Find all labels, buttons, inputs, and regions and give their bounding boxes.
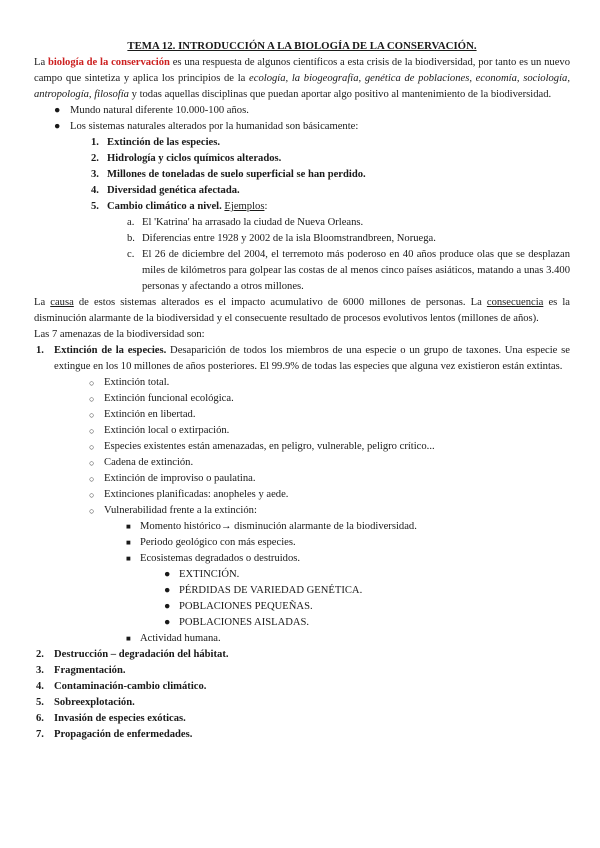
intro-paragraph: La biología de la conservación es una respuesta de algunos científicos a esta crisis de la biodiversidad, por tanto es un nuevo campo que sintetiza y aplica los principios de la ecología, la biogeografía, genética de poblaciones, economía, sociología, antropología, filosofía y todas aquellas disciplinas que puedan aportar algo positivo al mantenimiento de la biodiversidad. bbox=[34, 57, 570, 100]
cause-paragraph: La causa de estos sistemas alterados es el impacto acumulativo de 6000 millones de personas. La consecuencia es la disminución alarmante de la biodiversidad y el consecuente resultado de procesos evolutivos lentos (millones de años). bbox=[34, 297, 570, 324]
bullet-dot-icon: ● bbox=[54, 121, 61, 132]
threat-item: 7. Propagación de enfermedades. bbox=[36, 729, 193, 740]
bullet-item: ● Los sistemas naturales alterados por la humanidad son básicamente: bbox=[34, 119, 570, 135]
vulnerability-item: ■ Momento histórico→ disminución alarmante de la biodiversidad. bbox=[34, 519, 570, 535]
threat-item: 4. Contaminación-cambio climático. bbox=[36, 681, 207, 692]
system-item: 5. Cambio climático a nivel. Ejemplos: bbox=[91, 201, 268, 212]
square-bullet-icon: ■ bbox=[126, 538, 131, 547]
degraded-item: ● POBLACIONES PEQUEÑAS. bbox=[34, 599, 570, 615]
vulnerability-item: ■ Actividad humana. bbox=[34, 631, 570, 647]
square-bullet-icon: ■ bbox=[126, 522, 131, 531]
circle-bullet-icon: ○ bbox=[89, 410, 95, 420]
circle-bullet-icon: ○ bbox=[89, 426, 95, 436]
bullet-dot-icon: ● bbox=[54, 105, 61, 116]
circle-bullet-icon: ○ bbox=[89, 442, 95, 452]
degraded-item: ● EXTINCIÓN. bbox=[34, 567, 570, 583]
system-item: 4. Diversidad genética afectada. bbox=[91, 185, 240, 196]
extinction-type: ○ Extinciones planificadas: anopheles y aede. bbox=[34, 487, 570, 503]
examples-label: Ejemplos bbox=[224, 201, 265, 212]
threat-item: 6. Invasión de especies exóticas. bbox=[36, 713, 186, 724]
extinction-type: ○ Especies existentes están amenazadas, en peligro, vulnerable, peligro crítico... bbox=[34, 439, 570, 455]
circle-bullet-icon: ○ bbox=[89, 474, 95, 484]
threat-item: 3. Fragmentación. bbox=[36, 665, 126, 676]
square-bullet-icon: ■ bbox=[126, 554, 131, 563]
highlight-term: biología de la conservación bbox=[47, 57, 170, 68]
threats-intro: Las 7 amenazas de la biodiversidad son: bbox=[34, 329, 205, 340]
system-item: 3. Millones de toneladas de suelo superficial se han perdido. bbox=[91, 169, 366, 180]
bullet-dot-icon: ● bbox=[164, 569, 171, 580]
extinction-type: ○ Extinción total. bbox=[34, 375, 570, 391]
extinction-type: ○ Extinción en libertad. bbox=[34, 407, 570, 423]
circle-bullet-icon: ○ bbox=[89, 506, 95, 516]
extinction-type: ○ Extinción de improviso o paulatina. bbox=[34, 471, 570, 487]
bullet-dot-icon: ● bbox=[164, 585, 171, 596]
document-page bbox=[34, 38, 570, 743]
bullet-item: ● Mundo natural diferente 10.000-100 años. bbox=[34, 103, 570, 119]
example-item: b. Diferencias entre 1928 y 2002 de la isla Bloomstrandbreen, Noruega. bbox=[127, 233, 436, 244]
circle-bullet-icon: ○ bbox=[89, 394, 95, 404]
example-item: a. El 'Katrina' ha arrasado la ciudad de Nueva Orleans. bbox=[127, 217, 364, 228]
square-bullet-icon: ■ bbox=[126, 634, 131, 643]
threat-item: 5. Sobreexplotación. bbox=[36, 697, 135, 708]
circle-bullet-icon: ○ bbox=[89, 490, 95, 500]
disciplines-list: ecología, la biogeografía, genética de poblaciones, economía, sociología, antropología, filosofía bbox=[34, 73, 570, 100]
degraded-item: ● PÉRDIDAS DE VARIEDAD GENÉTICA. bbox=[34, 583, 570, 599]
circle-bullet-icon: ○ bbox=[89, 458, 95, 468]
extinction-type: ○ Vulnerabilidad frente a la extinción: bbox=[34, 503, 570, 519]
extinction-type: ○ Extinción funcional ecológica. bbox=[34, 391, 570, 407]
bullet-dot-icon: ● bbox=[164, 601, 171, 612]
system-item: 1. Extinción de las especies. bbox=[91, 137, 220, 148]
vulnerability-item: ■ Periodo geológico con más especies. bbox=[34, 535, 570, 551]
extinction-type: ○ Extinción local o extirpación. bbox=[34, 423, 570, 439]
document-title: TEMA 12. INTRODUCCIÓN A LA BIOLOGÍA DE LA CONSERVACIÓN. bbox=[127, 40, 477, 52]
bullet-dot-icon: ● bbox=[164, 617, 171, 628]
threat-item: 1. Extinción de la especies. Desaparición de todos los miembros de una especie o un grupo de taxones. Una especie se extingue en los 10 millones de años posteriores. El 99.9% de todas las especies que alguna vez existieron están extintas. bbox=[36, 345, 570, 372]
example-item: c. El 26 de diciembre del 2004, el terremoto más poderoso en 40 años produce olas que se desplazan miles de kilómetros para golpear las costas de al menos cinco países asiáticos, matando a unas 3.400 personas y afectando a otros millones. bbox=[127, 249, 570, 292]
degraded-item: ● POBLACIONES AISLADAS. bbox=[34, 615, 570, 631]
threat-item: 2. Destrucción – degradación del hábitat. bbox=[36, 649, 229, 660]
extinction-type: ○ Cadena de extinción. bbox=[34, 455, 570, 471]
vulnerability-item: ■ Ecosistemas degradados o destruidos. bbox=[34, 551, 570, 567]
system-item: 2. Hidrología y ciclos químicos alterados. bbox=[91, 153, 282, 164]
circle-bullet-icon: ○ bbox=[89, 378, 95, 388]
